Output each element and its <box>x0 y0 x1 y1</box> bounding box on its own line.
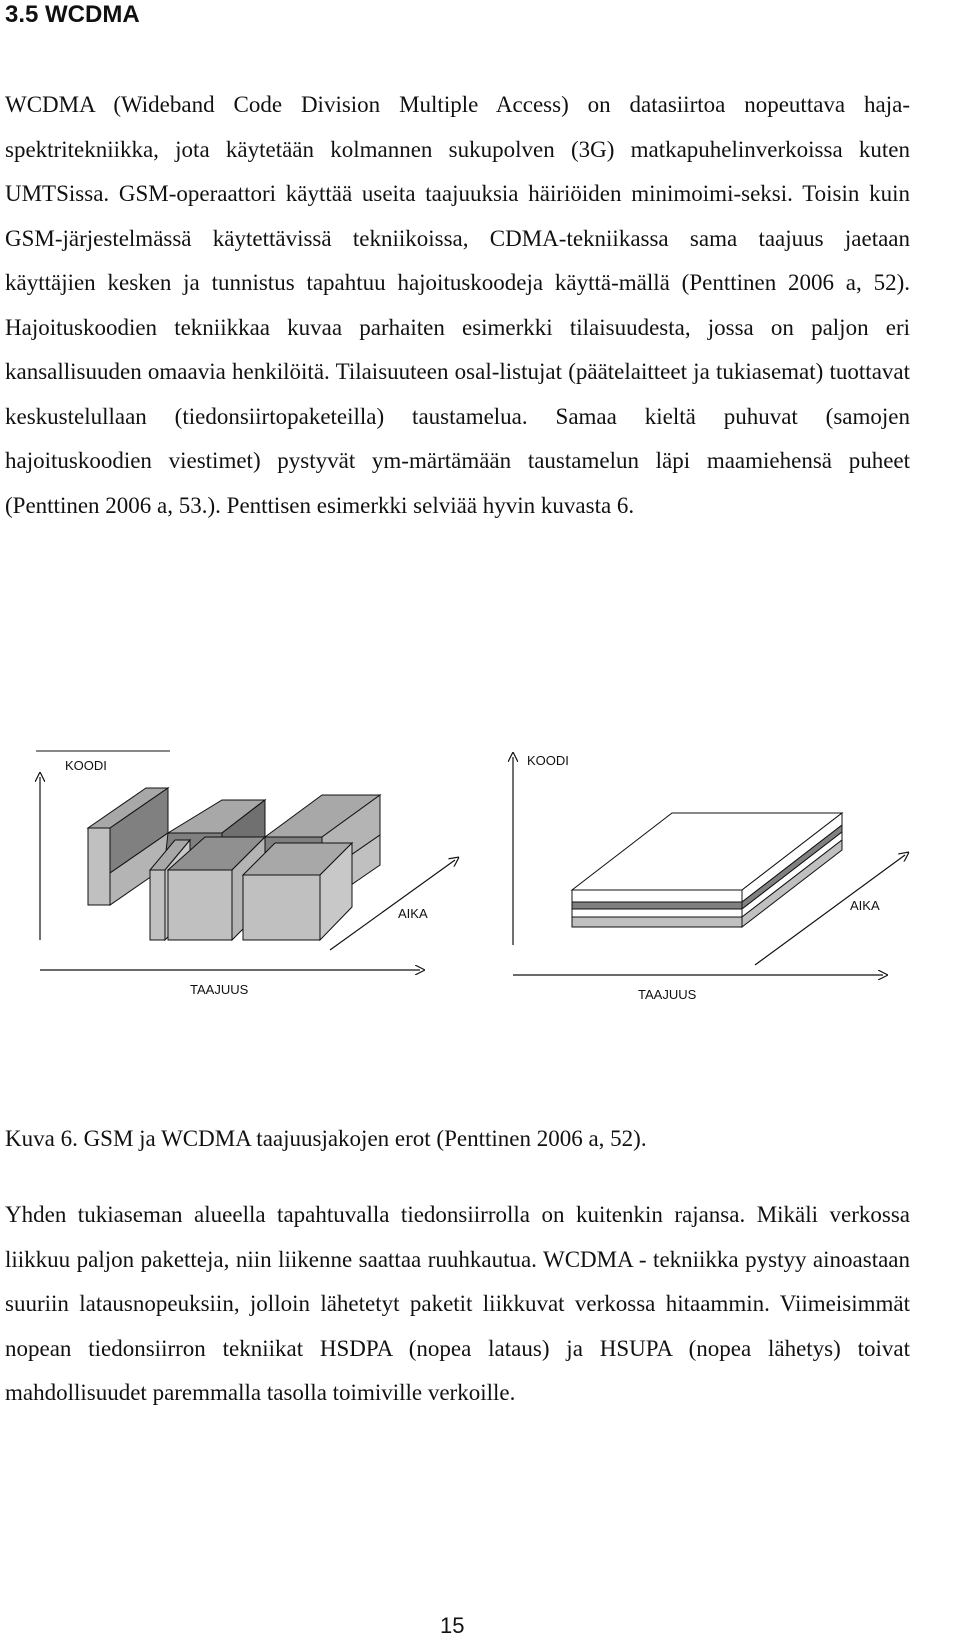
wcdma-stacked-block <box>572 813 842 927</box>
left-koodi-label: KOODI <box>65 758 107 773</box>
figure-frequency-allocation <box>0 735 960 1055</box>
section-heading: 3.5 WCDMA <box>5 1 140 28</box>
gsm-diagram <box>36 751 455 997</box>
wcdma-diagram <box>513 753 905 1002</box>
figure-caption: Kuva 6. GSM ja WCDMA taajuusjakojen erot (Penttinen 2006 a, 52). <box>5 1126 647 1151</box>
paragraph-limits: Yhden tukiaseman alueella tapahtuvalla tiedonsiirrolla on kuitenkin rajansa. Mikäli verkossa liikkuu paljon paketteja, niin liikenne saattaa ruuhkautua. WCDMA - tekniikka pystyy ainoastaan suuriin latausnopeuksiin, jolloin lähetetyt paketit liikkuvat verkossa hitaammin. Viimeisimmät nopean tiedonsiirron tekniikat HSDPA (nopea lataus) ja HSUPA (nopea lähetys) toivat mahdollisuudet paremmalla tasolla toimiville verkoille. <box>5 1202 910 1405</box>
right-koodi-label: KOODI <box>527 753 569 768</box>
figure-diagram <box>0 735 960 1055</box>
right-aika-label: AIKA <box>850 898 880 913</box>
paragraph-intro: WCDMA (Wideband Code Division Multiple Access) on datasiirtoa nopeuttava haja-spektritekniikka, jota käytetään kolmannen sukupolven (3G) matkapuhelinverkoissa kuten UMTSissa. GSM-operaattori käyttää useita taajuuksia häiriöiden minimoimi-seksi. Toisin kuin GSM-järjestelmässä käytettävissä tekniikoissa, CDMA-tekniikassa sama taajuus jaetaan käyttäjien kesken ja tunnistus tapahtuu hajoituskoodeja käyttä-mällä (Penttinen 2006 a, 52). Hajoituskoodien tekniikkaa kuvaa parhaiten esimerkki tilaisuudesta, jossa on paljon eri kansallisuuden omaavia henkilöitä. Tilaisuuteen osal-listujat (päätelaitteet ja tukiasemat) tuottavat keskustelullaan (tiedonsiirtopaketeilla) taustamelua. Samaa kieltä puhuvat (samojen hajoituskoodien viestimet) pystyvät ym-märtämään taustamelun läpi maamiehensä puheet (Penttinen 2006 a, 53.). Penttisen esimerkki selviää hyvin kuvasta 6. <box>5 92 910 518</box>
right-taajuus-label: TAAJUUS <box>638 987 697 1002</box>
page-number: 15 <box>440 1613 465 1638</box>
left-taajuus-label: TAAJUUS <box>190 982 249 997</box>
left-aika-label: AIKA <box>398 906 428 921</box>
